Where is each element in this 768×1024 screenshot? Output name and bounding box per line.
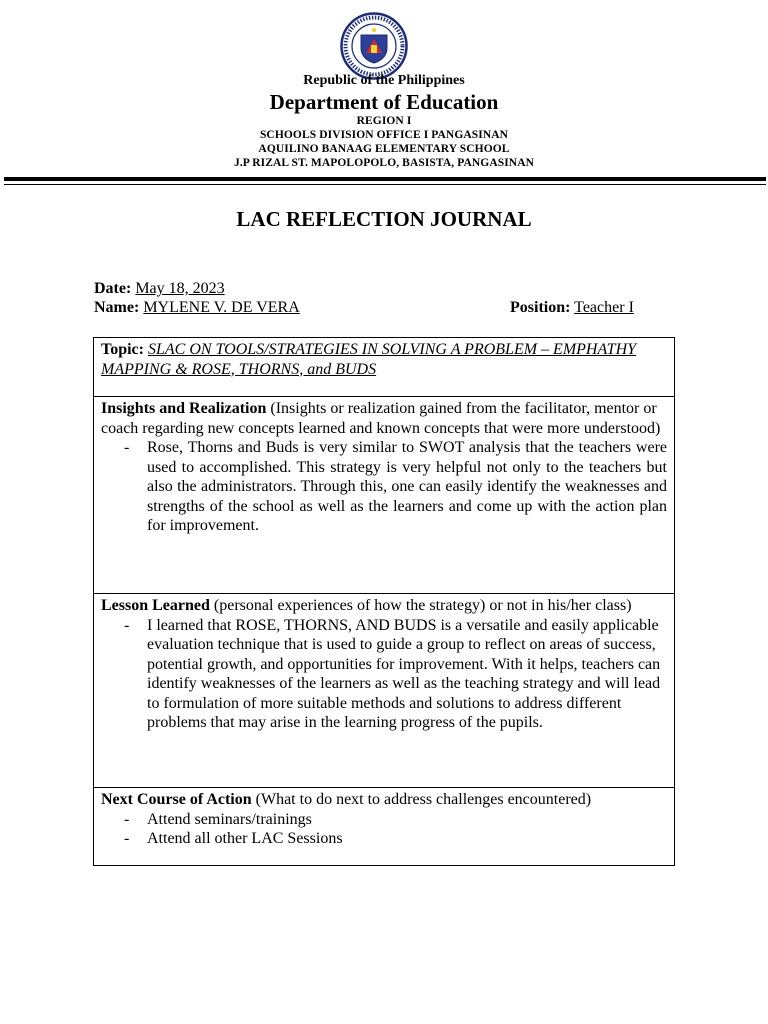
header-divider-thin xyxy=(4,184,766,185)
lesson-cell xyxy=(94,594,675,788)
topic-text: SLAC ON TOOLS/STRATEGIES IN SOLVING A PROBLEM – EMPHATHY MAPPING & ROSE, THORNS, and BUDS xyxy=(101,341,637,378)
department-heading: Department of Education xyxy=(269,90,499,114)
insights-list xyxy=(101,438,667,536)
date-line xyxy=(94,280,225,298)
lesson-list xyxy=(101,616,667,733)
insights-cell xyxy=(94,397,675,594)
name-line xyxy=(94,299,300,317)
next-action-cell xyxy=(94,788,675,866)
topic-label: Topic: xyxy=(101,341,144,358)
next-action-list xyxy=(101,810,667,849)
school-heading: AQUILINO BANAAG ELEMENTARY SCHOOL xyxy=(258,143,510,155)
next-action-note: (What to do next to address challenges encountered) xyxy=(255,791,592,808)
deped-seal-logo xyxy=(340,12,408,80)
next-action-row xyxy=(94,788,675,866)
position-label: Position: xyxy=(510,299,571,316)
republic-heading: Republic of the Philippines xyxy=(303,73,465,88)
name-value: MYLENE V. DE VERA xyxy=(143,299,300,316)
insights-note: (Insights or realization gained from the facilitator, mentor or coach regarding new concepts learned and known concepts that were more understood) xyxy=(101,400,661,437)
list-item: - Rose, Thorns and Buds is very similar to SWOT analysis that the teachers were used to accomplished. This strategy is very helpful not only to the teachers but also the administrators. Through this, one can easily identify the weaknesses and strengths of the school as well as the learners and come up with the action plan for improvement. xyxy=(101,438,667,536)
date-label: Date: xyxy=(94,280,132,297)
topic-row xyxy=(94,338,675,397)
insights-row xyxy=(94,397,675,594)
document-title: LAC REFLECTION JOURNAL xyxy=(236,207,532,231)
list-item: - Attend seminars/trainings xyxy=(101,810,667,830)
date-value: May 18, 2023 xyxy=(135,280,225,297)
list-item: - Attend all other LAC Sessions xyxy=(101,829,667,849)
name-label: Name: xyxy=(94,299,140,316)
journal-table xyxy=(93,337,675,866)
list-item: - I learned that ROSE, THORNS, AND BUDS is a versatile and easily applicable evaluation technique that is used to guide a group to reflect on areas of success, potential growth, and opportunities for improvement. With it helps, teachers can identify weaknesses of the learners as well as the teaching strategy and will lead to formulation of more suitable methods and solutions to address different problems that may arise in the learning progress of the pupils. xyxy=(101,616,667,733)
header-divider-thick xyxy=(4,177,766,181)
lesson-row xyxy=(94,594,675,788)
address-heading: J.P RIZAL ST. MAPOLOPOLO, BASISTA, PANGASINAN xyxy=(233,157,535,169)
next-action-label: Next Course of Action xyxy=(101,791,252,808)
position-line xyxy=(510,299,634,317)
lesson-note: (personal experiences of how the strategy) or not in his/her class) xyxy=(213,597,632,614)
topic-cell xyxy=(94,338,675,397)
insights-label: Insights and Realization xyxy=(101,400,267,417)
position-value: Teacher I xyxy=(574,299,634,316)
division-heading: SCHOOLS DIVISION OFFICE I PANGASINAN xyxy=(259,129,509,141)
lesson-label: Lesson Learned xyxy=(101,597,210,614)
region-heading: REGION I xyxy=(356,115,412,127)
